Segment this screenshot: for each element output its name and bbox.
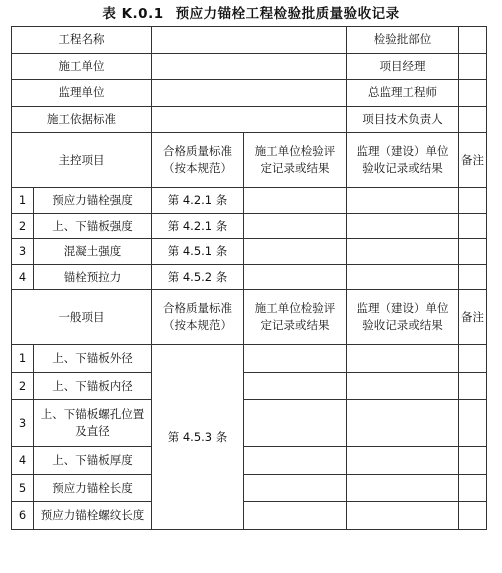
project-manager-label: 项目经理 bbox=[347, 53, 459, 80]
supervision-header-line2: 验收记录或结果 bbox=[362, 318, 443, 333]
general-header-row bbox=[12, 290, 487, 345]
construction-result-cell bbox=[244, 239, 347, 265]
supervision-result-cell bbox=[347, 239, 459, 265]
construction-result-cell bbox=[244, 447, 347, 475]
construction-header-line1: 施工单位检验评 bbox=[254, 144, 336, 159]
construction-header-line1: 施工单位检验评 bbox=[254, 301, 336, 316]
item-number: 2 bbox=[12, 372, 34, 400]
item-name bbox=[34, 400, 152, 447]
header-row-project bbox=[12, 27, 487, 54]
construction-unit-label: 施工单位 bbox=[12, 53, 152, 80]
supervision-result-cell bbox=[347, 474, 459, 502]
table-row bbox=[12, 239, 487, 265]
item-clause: 第 4.5.2 条 bbox=[152, 264, 244, 290]
item-number: 3 bbox=[12, 239, 34, 265]
supervision-header-line2: 验收记录或结果 bbox=[362, 161, 443, 176]
item-clause: 第 4.5.1 条 bbox=[152, 239, 244, 265]
remarks-cell bbox=[459, 474, 487, 502]
main-control-header-row bbox=[12, 133, 487, 188]
header-row-supervision bbox=[12, 80, 487, 107]
project-name-label: 工程名称 bbox=[12, 27, 152, 54]
construction-result-cell bbox=[244, 372, 347, 400]
item-name-line1: 上、下锚板螺孔位置 bbox=[40, 407, 145, 422]
remarks-cell bbox=[459, 447, 487, 475]
table-row bbox=[12, 264, 487, 290]
supervision-header-line1: 监理（建设）单位 bbox=[356, 301, 449, 316]
construction-result-cell bbox=[244, 264, 347, 290]
header-row-construction bbox=[12, 53, 487, 80]
supervision-result-cell bbox=[347, 502, 459, 530]
remarks-cell bbox=[459, 502, 487, 530]
table-row bbox=[12, 345, 487, 373]
item-number: 3 bbox=[12, 400, 34, 447]
supervision-result-cell bbox=[347, 188, 459, 214]
chief-supervisor-value bbox=[459, 80, 487, 107]
remarks-cell bbox=[459, 345, 487, 373]
inspection-record-table bbox=[11, 26, 487, 530]
construction-unit-value bbox=[152, 53, 347, 80]
item-name: 上、下锚板强度 bbox=[34, 213, 152, 239]
construction-result-cell bbox=[244, 474, 347, 502]
remarks-cell bbox=[459, 213, 487, 239]
item-number: 4 bbox=[12, 264, 34, 290]
item-name: 预应力锚栓强度 bbox=[34, 188, 152, 214]
item-name: 上、下锚板内径 bbox=[34, 372, 152, 400]
construction-result-column-header bbox=[244, 133, 347, 188]
remarks-column-header: 备注 bbox=[459, 133, 487, 188]
table-row bbox=[12, 372, 487, 400]
construction-result-cell bbox=[244, 400, 347, 447]
batch-location-label: 检验批部位 bbox=[347, 27, 459, 54]
construction-result-cell bbox=[244, 502, 347, 530]
remarks-cell bbox=[459, 239, 487, 265]
item-name: 锚栓预拉力 bbox=[34, 264, 152, 290]
remarks-column-header: 备注 bbox=[459, 290, 487, 345]
construction-result-cell bbox=[244, 213, 347, 239]
remarks-cell bbox=[459, 400, 487, 447]
table-title-text: 预应力锚栓工程检验批质量验收记录 bbox=[175, 6, 400, 22]
general-clause: 第 4.5.3 条 bbox=[152, 345, 244, 530]
technical-leader-label: 项目技术负责人 bbox=[347, 106, 459, 133]
remarks-cell bbox=[459, 372, 487, 400]
construction-result-cell bbox=[244, 345, 347, 373]
header-row-standard bbox=[12, 106, 487, 133]
item-name: 混凝土强度 bbox=[34, 239, 152, 265]
supervision-result-cell bbox=[347, 345, 459, 373]
table-row bbox=[12, 400, 487, 447]
batch-location-value bbox=[459, 27, 487, 54]
item-name: 预应力锚栓螺纹长度 bbox=[34, 502, 152, 530]
supervision-result-column-header bbox=[347, 133, 459, 188]
item-number: 2 bbox=[12, 213, 34, 239]
table-row bbox=[12, 188, 487, 214]
standard-column-header bbox=[152, 290, 244, 345]
project-manager-value bbox=[459, 53, 487, 80]
item-name-line2: 及直径 bbox=[75, 424, 110, 439]
supervision-result-cell bbox=[347, 447, 459, 475]
construction-header-line2: 定记录或结果 bbox=[260, 161, 330, 176]
table-code: 表 K.0.1 bbox=[102, 6, 164, 22]
item-number: 1 bbox=[12, 345, 34, 373]
construction-result-column-header bbox=[244, 290, 347, 345]
standard-header-line2: （按本规范） bbox=[163, 318, 232, 333]
table-row bbox=[12, 447, 487, 475]
remarks-cell bbox=[459, 264, 487, 290]
project-name-value bbox=[152, 27, 347, 54]
construction-standard-value bbox=[152, 106, 347, 133]
item-name: 上、下锚板厚度 bbox=[34, 447, 152, 475]
table-title bbox=[0, 2, 502, 24]
table-row bbox=[12, 474, 487, 502]
standard-column-header bbox=[152, 133, 244, 188]
item-number: 6 bbox=[12, 502, 34, 530]
construction-header-line2: 定记录或结果 bbox=[260, 318, 330, 333]
construction-result-cell bbox=[244, 188, 347, 214]
supervision-header-line1: 监理（建设）单位 bbox=[356, 144, 449, 159]
supervision-result-cell bbox=[347, 213, 459, 239]
chief-supervisor-label: 总监理工程师 bbox=[347, 80, 459, 107]
supervision-unit-value bbox=[152, 80, 347, 107]
supervision-result-cell bbox=[347, 264, 459, 290]
supervision-unit-label: 监理单位 bbox=[12, 80, 152, 107]
item-name: 上、下锚板外径 bbox=[34, 345, 152, 373]
item-number: 4 bbox=[12, 447, 34, 475]
remarks-cell bbox=[459, 188, 487, 214]
main-control-label: 主控项目 bbox=[12, 133, 152, 188]
general-label: 一般项目 bbox=[12, 290, 152, 345]
supervision-result-cell bbox=[347, 400, 459, 447]
item-clause: 第 4.2.1 条 bbox=[152, 188, 244, 214]
standard-header-line1: 合格质量标准 bbox=[163, 144, 232, 159]
table-row bbox=[12, 502, 487, 530]
technical-leader-value bbox=[459, 106, 487, 133]
table-row bbox=[12, 213, 487, 239]
item-name: 预应力锚栓长度 bbox=[34, 474, 152, 502]
item-clause: 第 4.2.1 条 bbox=[152, 213, 244, 239]
standard-header-line2: （按本规范） bbox=[163, 161, 232, 176]
item-number: 5 bbox=[12, 474, 34, 502]
supervision-result-column-header bbox=[347, 290, 459, 345]
item-number: 1 bbox=[12, 188, 34, 214]
construction-standard-label: 施工依据标准 bbox=[12, 106, 152, 133]
supervision-result-cell bbox=[347, 372, 459, 400]
standard-header-line1: 合格质量标准 bbox=[163, 301, 232, 316]
